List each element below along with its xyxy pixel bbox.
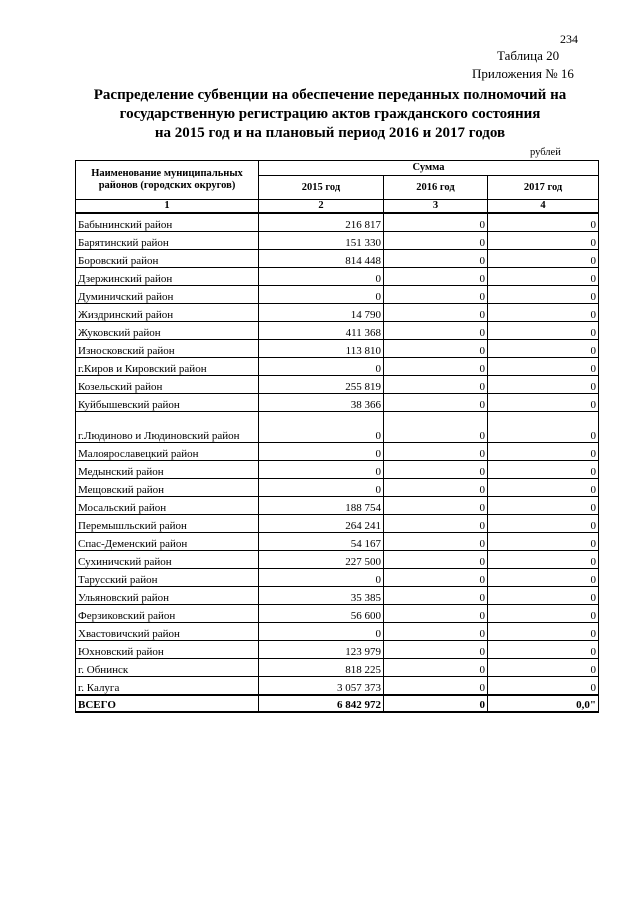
table-row xyxy=(76,213,599,232)
district-name: Сухиничский район xyxy=(76,551,259,569)
district-name: Бабынинский район xyxy=(76,213,259,232)
district-name: Юхновский район xyxy=(76,641,259,659)
amount-2016: 0 xyxy=(384,641,488,659)
amount-2017: 0 xyxy=(488,250,599,268)
amount-2016: 0 xyxy=(384,394,488,412)
amount-2015: 3 057 373 xyxy=(259,677,384,696)
amount-2016: 0 xyxy=(384,250,488,268)
amount-2016: 0 xyxy=(384,461,488,479)
column-index-2: 2 xyxy=(259,200,384,214)
page-number: 234 xyxy=(560,32,578,46)
table-row xyxy=(76,443,599,461)
amount-2015: 0 xyxy=(259,268,384,286)
amount-2017: 0 xyxy=(488,376,599,394)
amount-2015: 255 819 xyxy=(259,376,384,394)
amount-2016: 0 xyxy=(384,340,488,358)
table-row xyxy=(76,340,599,358)
district-name: Козельский район xyxy=(76,376,259,394)
table-row xyxy=(76,304,599,322)
district-name: Медынский район xyxy=(76,461,259,479)
amount-2015: 0 xyxy=(259,569,384,587)
district-name: Мещовский район xyxy=(76,479,259,497)
amount-2016: 0 xyxy=(384,587,488,605)
amount-2016: 0 xyxy=(384,479,488,497)
total-2016: 0 xyxy=(384,695,488,712)
district-name: Думиничский район xyxy=(76,286,259,304)
amount-2016: 0 xyxy=(384,515,488,533)
district-name: Износковский район xyxy=(76,340,259,358)
district-name: Дзержинский район xyxy=(76,268,259,286)
table-row xyxy=(76,497,599,515)
table-row xyxy=(76,286,599,304)
amount-2016: 0 xyxy=(384,533,488,551)
column-index-1: 1 xyxy=(76,200,259,214)
amount-2015: 14 790 xyxy=(259,304,384,322)
table-row xyxy=(76,250,599,268)
amount-2017: 0 xyxy=(488,358,599,376)
amount-2016: 0 xyxy=(384,677,488,696)
amount-2016: 0 xyxy=(384,623,488,641)
total-2017: 0,0" xyxy=(488,695,599,712)
table-body xyxy=(76,213,599,695)
district-name: Ульяновский район xyxy=(76,587,259,605)
amount-2017: 0 xyxy=(488,641,599,659)
amount-2015: 113 810 xyxy=(259,340,384,358)
amount-2015: 151 330 xyxy=(259,232,384,250)
amount-2017: 0 xyxy=(488,479,599,497)
table-row xyxy=(76,268,599,286)
amount-2016: 0 xyxy=(384,497,488,515)
amount-2017: 0 xyxy=(488,587,599,605)
table-row xyxy=(76,533,599,551)
district-name: Куйбышевский район xyxy=(76,394,259,412)
amount-2017: 0 xyxy=(488,412,599,443)
amount-2017: 0 xyxy=(488,533,599,551)
table-row xyxy=(76,677,599,696)
table-row xyxy=(76,461,599,479)
amount-2017: 0 xyxy=(488,515,599,533)
amount-2017: 0 xyxy=(488,569,599,587)
amount-2017: 0 xyxy=(488,659,599,677)
amount-2017: 0 xyxy=(488,605,599,623)
amount-2017: 0 xyxy=(488,461,599,479)
district-name: Боровский район xyxy=(76,250,259,268)
column-index-4: 4 xyxy=(488,200,599,214)
amount-2017: 0 xyxy=(488,677,599,696)
amount-2016: 0 xyxy=(384,232,488,250)
amount-2015: 818 225 xyxy=(259,659,384,677)
table-row xyxy=(76,376,599,394)
header-year-2017: 2017 год xyxy=(488,176,599,200)
total-row xyxy=(76,695,599,712)
amount-2015: 123 979 xyxy=(259,641,384,659)
unit-label: рублей xyxy=(530,147,561,158)
amount-2016: 0 xyxy=(384,443,488,461)
amount-2017: 0 xyxy=(488,304,599,322)
amount-2015: 56 600 xyxy=(259,605,384,623)
title-line-3: на 2015 год и на плановый период 2016 и 2017 годов xyxy=(154,125,506,141)
amount-2015: 188 754 xyxy=(259,497,384,515)
table-row xyxy=(76,569,599,587)
subsidy-table xyxy=(75,160,599,713)
district-name: Хвастовичский район xyxy=(76,623,259,641)
amount-2017: 0 xyxy=(488,497,599,515)
amount-2017: 0 xyxy=(488,322,599,340)
table-row xyxy=(76,623,599,641)
amount-2017: 0 xyxy=(488,340,599,358)
amount-2015: 54 167 xyxy=(259,533,384,551)
header-sum-column: Сумма xyxy=(259,161,599,176)
amount-2016: 0 xyxy=(384,376,488,394)
district-name: г. Обнинск xyxy=(76,659,259,677)
table-row xyxy=(76,412,599,443)
amount-2016: 0 xyxy=(384,322,488,340)
header-name-column: Наименование муниципальных районов (городских округов) xyxy=(76,161,259,200)
amount-2016: 0 xyxy=(384,551,488,569)
amount-2016: 0 xyxy=(384,268,488,286)
amount-2015: 814 448 xyxy=(259,250,384,268)
amount-2015: 411 368 xyxy=(259,322,384,340)
amount-2016: 0 xyxy=(384,412,488,443)
amount-2015: 35 385 xyxy=(259,587,384,605)
header-year-2016: 2016 год xyxy=(384,176,488,200)
amount-2017: 0 xyxy=(488,268,599,286)
total-2015: 6 842 972 xyxy=(259,695,384,712)
district-name: Ферзиковский район xyxy=(76,605,259,623)
table-row xyxy=(76,479,599,497)
table-row xyxy=(76,358,599,376)
amount-2016: 0 xyxy=(384,605,488,623)
district-name: Жуковский район xyxy=(76,322,259,340)
amount-2017: 0 xyxy=(488,232,599,250)
amount-2015: 264 241 xyxy=(259,515,384,533)
header-year-2015: 2015 год xyxy=(259,176,384,200)
amount-2017: 0 xyxy=(488,623,599,641)
amount-2017: 0 xyxy=(488,213,599,232)
amount-2017: 0 xyxy=(488,443,599,461)
district-name: Мосальский район xyxy=(76,497,259,515)
table-row xyxy=(76,515,599,533)
amount-2016: 0 xyxy=(384,659,488,677)
amount-2015: 0 xyxy=(259,623,384,641)
table-row xyxy=(76,659,599,677)
amount-2017: 0 xyxy=(488,286,599,304)
amount-2016: 0 xyxy=(384,213,488,232)
table-row xyxy=(76,232,599,250)
amount-2015: 227 500 xyxy=(259,551,384,569)
amount-2015: 0 xyxy=(259,443,384,461)
amount-2015: 0 xyxy=(259,461,384,479)
table-row xyxy=(76,551,599,569)
table-row xyxy=(76,641,599,659)
district-name: г.Киров и Кировский район xyxy=(76,358,259,376)
table-row xyxy=(76,605,599,623)
table-row xyxy=(76,394,599,412)
district-name: г.Людиново и Людиновский район xyxy=(76,412,259,443)
district-name: Тарусский район xyxy=(76,569,259,587)
title-line-1: Распределение субвенции на обеспечение переданных полномочий на xyxy=(93,87,567,103)
amount-2017: 0 xyxy=(488,394,599,412)
amount-2015: 216 817 xyxy=(259,213,384,232)
district-name: Перемышльский район xyxy=(76,515,259,533)
document-title xyxy=(80,86,580,143)
district-name: Спас-Деменский район xyxy=(76,533,259,551)
district-name: Барятинский район xyxy=(76,232,259,250)
amount-2016: 0 xyxy=(384,304,488,322)
amount-2015: 38 366 xyxy=(259,394,384,412)
district-name: Малоярославецкий район xyxy=(76,443,259,461)
table-label: Таблица 20 xyxy=(497,48,560,63)
table-row xyxy=(76,322,599,340)
district-name: г. Калуга xyxy=(76,677,259,696)
district-name: Жиздринский район xyxy=(76,304,259,322)
amount-2015: 0 xyxy=(259,286,384,304)
table-row xyxy=(76,587,599,605)
column-index-3: 3 xyxy=(384,200,488,214)
total-label: ВСЕГО xyxy=(76,695,259,712)
amount-2015: 0 xyxy=(259,479,384,497)
amount-2016: 0 xyxy=(384,286,488,304)
amount-2015: 0 xyxy=(259,358,384,376)
title-line-2: государственную регистрацию актов гражданского состояния xyxy=(119,106,541,122)
appendix-label: Приложения № 16 xyxy=(472,66,574,81)
amount-2015: 0 xyxy=(259,412,384,443)
amount-2016: 0 xyxy=(384,569,488,587)
amount-2016: 0 xyxy=(384,358,488,376)
amount-2017: 0 xyxy=(488,551,599,569)
